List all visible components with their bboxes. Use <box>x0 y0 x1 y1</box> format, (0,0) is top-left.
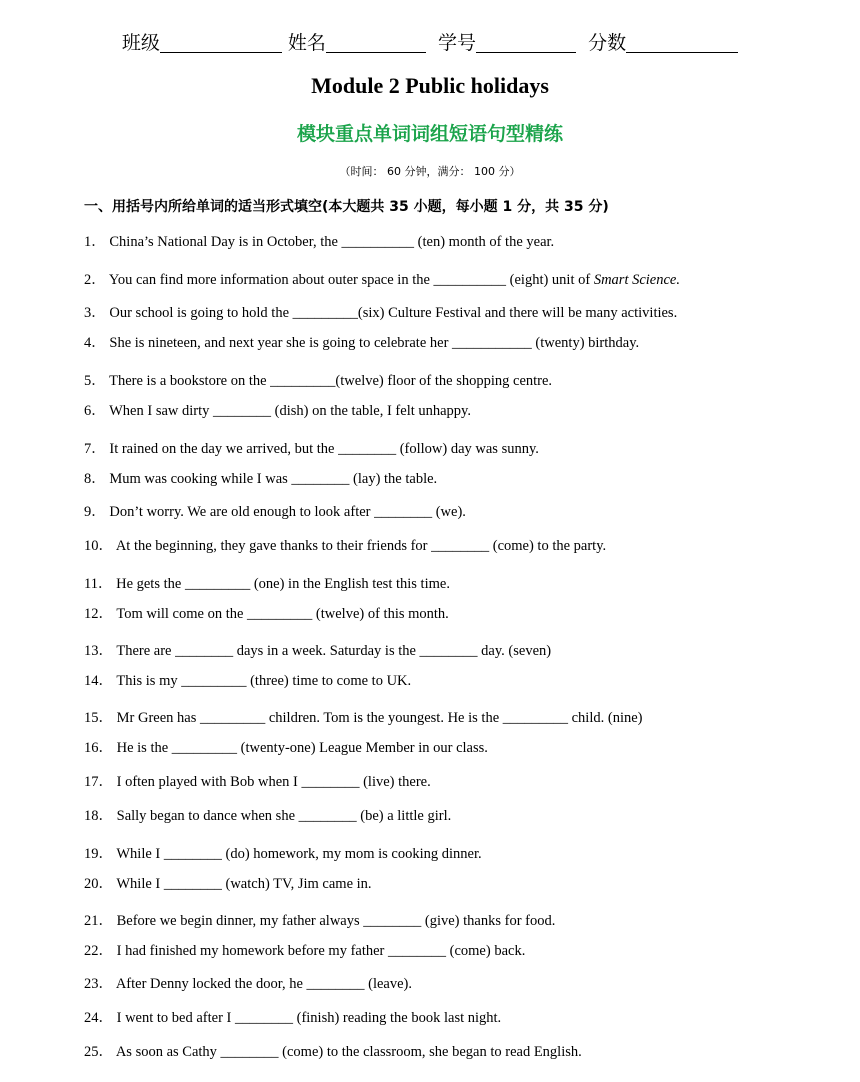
question-number: 20． <box>84 876 113 892</box>
question-text: Don’t worry. We are old enough to look after ________ (we). <box>105 504 466 520</box>
question-text: Sally began to dance when she ________ (be) a little girl. <box>113 808 452 824</box>
student-info-header <box>0 28 860 55</box>
question-number: 16． <box>84 740 113 756</box>
question-item <box>84 268 844 289</box>
question-text: He gets the _________ (one) in the English test this time. <box>112 576 450 592</box>
question-text: This is my _________ (three) time to come to UK. <box>113 673 412 689</box>
question-item <box>84 770 844 791</box>
question-item <box>84 301 844 322</box>
question-number: 13． <box>84 643 113 659</box>
question-number: 10． <box>84 538 113 554</box>
name-label: 姓名 <box>287 32 326 54</box>
question-text: Our school is going to hold the _________(six) Culture Festival and there will be many activities. <box>105 305 678 321</box>
question-number: 1． <box>84 234 106 250</box>
question-number: 12． <box>84 606 113 622</box>
question-text: When I saw dirty ________ (dish) on the table, I felt unhappy. <box>105 403 471 419</box>
question-number: 8． <box>84 471 106 487</box>
question-item <box>84 669 844 690</box>
question-number: 23． <box>84 976 113 992</box>
question-number: 6． <box>84 403 106 419</box>
question-item <box>84 369 844 390</box>
question-number: 4． <box>84 335 106 351</box>
question-number: 15． <box>84 710 113 726</box>
question-number: 17． <box>84 774 113 790</box>
score-blank[interactable] <box>626 32 738 53</box>
question-item <box>84 1040 844 1061</box>
score-label: 分数 <box>588 32 627 54</box>
question-text: There are ________ days in a week. Saturday is the ________ day. (seven) <box>113 643 552 659</box>
question-text: It rained on the day we arrived, but the ________ (follow) day was sunny. <box>105 441 539 457</box>
question-item <box>84 639 844 660</box>
question-item <box>84 572 844 593</box>
question-number: 5． <box>84 373 106 389</box>
question-number: 11． <box>84 576 113 592</box>
question-italic-text: Smart Science. <box>593 272 680 288</box>
question-item <box>84 872 844 893</box>
question-text: You can find more information about outer space in the __________ (eight) unit of <box>105 272 594 288</box>
question-number: 3． <box>84 305 106 321</box>
question-text: She is nineteen, and next year she is going to celebrate her ___________ (twenty) birthday. <box>105 335 640 351</box>
question-number: 2． <box>84 272 106 288</box>
question-text: At the beginning, they gave thanks to their friends for ________ (come) to the party. <box>113 538 607 554</box>
question-text: He is the _________ (twenty-one) League Member in our class. <box>113 740 488 756</box>
question-number: 14． <box>84 673 113 689</box>
question-number: 24． <box>84 1010 113 1026</box>
question-text: I had finished my homework before my father ________ (come) back. <box>113 943 526 959</box>
question-number: 19． <box>84 846 113 862</box>
question-text: Tom will come on the _________ (twelve) of this month. <box>113 606 449 622</box>
student-id-label: 学号 <box>438 32 477 54</box>
question-text: I went to bed after I ________ (finish) reading the book last night. <box>113 1010 502 1026</box>
question-item <box>84 804 844 825</box>
question-text: As soon as Cathy ________ (come) to the classroom, she began to read English. <box>113 1044 582 1060</box>
class-label: 班级 <box>121 32 160 54</box>
student-id-blank[interactable] <box>476 32 576 53</box>
question-item <box>84 736 844 757</box>
section-title: 一、用括号内所给单词的适当形式填空(本大题共 35 小题，每小题 1 分，共 35 分) <box>84 199 609 215</box>
class-blank[interactable] <box>160 32 282 53</box>
question-item <box>84 1006 844 1027</box>
question-item <box>84 399 844 420</box>
question-number: 21． <box>84 913 113 929</box>
question-number: 9． <box>84 504 106 520</box>
question-item <box>84 706 844 727</box>
question-item <box>84 230 844 251</box>
question-number: 18． <box>84 808 113 824</box>
question-item <box>84 467 844 488</box>
question-item <box>84 602 844 623</box>
question-text: There is a bookstore on the _________(twelve) floor of the shopping centre. <box>105 373 553 389</box>
question-number: 7． <box>84 441 106 457</box>
question-text: While I ________ (watch) TV, Jim came in. <box>113 876 372 892</box>
question-item <box>84 534 844 555</box>
question-item <box>84 939 844 960</box>
question-number: 22． <box>84 943 113 959</box>
question-number: 25． <box>84 1044 113 1060</box>
page-title: Module 2 Public holidays <box>311 73 549 98</box>
question-item <box>84 909 844 930</box>
time-info: （时间： 60 分钟，满分： 100 分） <box>339 165 521 178</box>
question-item <box>84 500 844 521</box>
question-text: After Denny locked the door, he ________ (leave). <box>113 976 412 992</box>
question-text: I often played with Bob when I ________ (live) there. <box>113 774 431 790</box>
question-text: Mum was cooking while I was ________ (lay) the table. <box>105 471 438 487</box>
name-blank[interactable] <box>326 32 426 53</box>
question-item <box>84 437 844 458</box>
question-text: While I ________ (do) homework, my mom is cooking dinner. <box>113 846 482 862</box>
question-text: China’s National Day is in October, the __________ (ten) month of the year. <box>105 234 555 250</box>
page-subtitle: 模块重点单词词组短语句型精练 <box>296 123 563 145</box>
question-text: Before we begin dinner, my father always ________ (give) thanks for food. <box>113 913 556 929</box>
question-item <box>84 842 844 863</box>
question-item <box>84 331 844 352</box>
question-text: Mr Green has _________ children. Tom is the youngest. He is the _________ child. (nine) <box>113 710 643 726</box>
question-item <box>84 972 844 993</box>
